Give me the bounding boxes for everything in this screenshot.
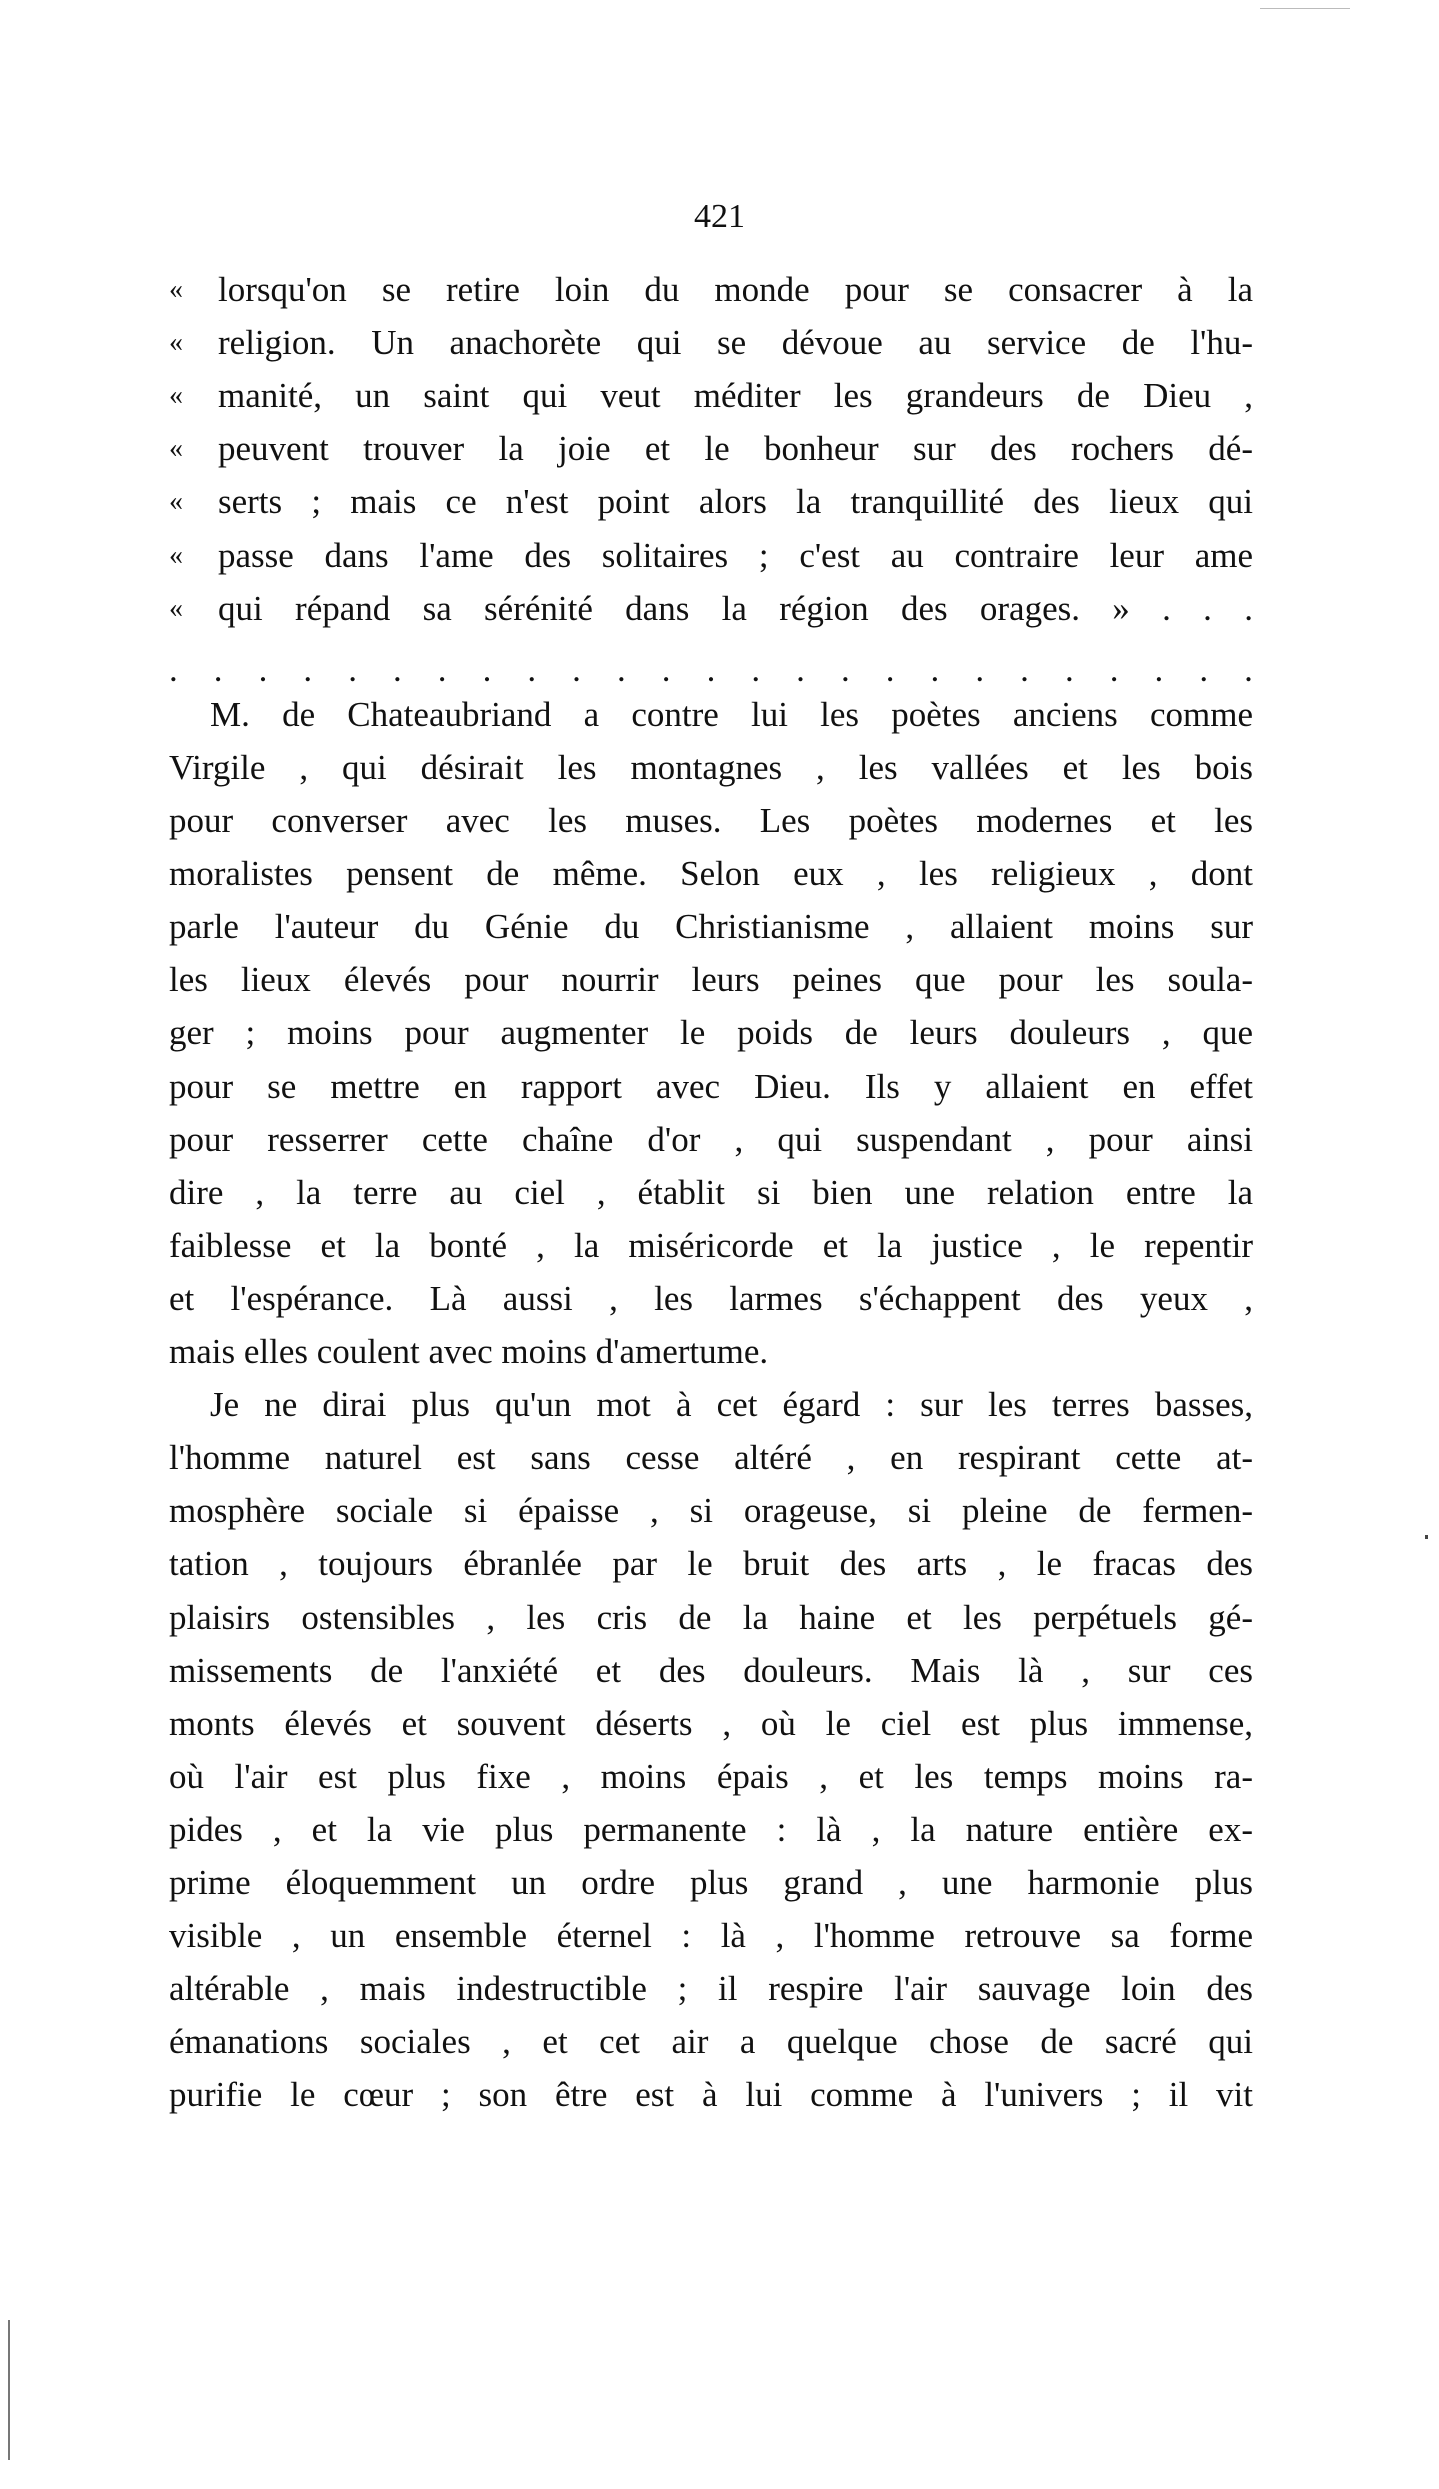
text-line: Virgile , qui désirait les montagnes , les vallées et les bois [169, 747, 1253, 787]
text-line: où l'air est plus fixe , moins épais , et les temps moins ra- [169, 1756, 1253, 1796]
text-line: missements de l'anxiété et des douleurs. Mais là , sur ces [169, 1650, 1253, 1690]
quote-line-text: religion. Un anachorète qui se dévoue au service de l'hu- [218, 323, 1253, 363]
text-line: tation , toujours ébranlée par le bruit des arts , le fracas des [169, 1544, 1253, 1584]
ellipsis-dot: . [1244, 649, 1253, 689]
text-line: pides , et la vie plus permanente : là , la nature entière ex- [169, 1809, 1253, 1849]
ellipsis-dot: . [258, 649, 268, 689]
ellipsis-dot: . [840, 649, 850, 689]
ellipsis-dot: . [796, 649, 805, 689]
scan-edge-mark [8, 2320, 10, 2460]
text-line: pour se mettre en rapport avec Dieu. Ils y allaient en effet [169, 1066, 1253, 1106]
text-line: faiblesse et la bonté , la miséricorde et la justice , le repentir [169, 1225, 1253, 1265]
ellipsis-dot: . [169, 649, 178, 689]
quote-mark: « [169, 327, 183, 359]
text-line: purifie le cœur ; son être est à lui comme à l'univers ; il vit [169, 2075, 1253, 2115]
quote-line [169, 582, 1253, 635]
ellipsis-dot: . [572, 649, 581, 689]
quote-line-text: passe dans l'ame des solitaires ; c'est au contraire leur ame [218, 535, 1253, 575]
ellipsis-dot: . [1064, 649, 1074, 689]
ellipsis-dot: . [661, 649, 671, 689]
quote-line-text: serts ; mais ce n'est point alors la tranquillité des lieux qui [218, 482, 1253, 522]
quote-line-text: peuvent trouver la joie et le bonheur sur des rochers dé- [218, 429, 1253, 469]
ellipsis-dot: . [975, 649, 985, 689]
quote-mark: « [169, 380, 183, 412]
quote-line [169, 475, 1253, 528]
quote-line [169, 369, 1253, 422]
ellipsis-dot: . [706, 649, 716, 689]
quote-line-text: lorsqu'on se retire loin du monde pour se consacrer à la [218, 270, 1253, 309]
ellipsis-dot: . [885, 649, 895, 689]
quote-mark: « [169, 433, 183, 465]
text-line: prime éloquemment un ordre plus grand , une harmonie plus [169, 1863, 1253, 1902]
text-line: parle l'auteur du Génie du Christianisme , allaient moins sur [169, 907, 1253, 947]
ellipsis-dot: . [1109, 649, 1119, 689]
ellipsis-dot: . [751, 649, 761, 689]
text-line: pour resserrer cette chaîne d'or , qui suspendant , pour ainsi [169, 1119, 1253, 1159]
page-number: 421 [694, 198, 745, 235]
quote-line [169, 529, 1253, 582]
text-line: et l'espérance. Là aussi , les larmes s'échappent des yeux , [169, 1278, 1253, 1318]
text-line: plaisirs ostensibles , les cris de la haine et les perpétuels gé- [169, 1597, 1253, 1637]
text-line: émanations sociales , et cet air a quelque chose de sacré qui [169, 2022, 1253, 2062]
ellipsis-dot: . [527, 649, 537, 689]
text-line: visible , un ensemble éternel : là , l'homme retrouve sa forme [169, 1916, 1253, 1956]
ellipsis-dot: . [482, 649, 492, 689]
ellipsis-dot: . [392, 649, 402, 689]
quote-line [169, 316, 1253, 369]
quote-mark: « [169, 539, 183, 571]
quote-mark: « [169, 274, 183, 305]
ellipsis-dot: . [348, 649, 357, 689]
text-line: ger ; moins pour augmenter le poids de leurs douleurs , que [169, 1013, 1253, 1053]
ellipsis-dot: . [1199, 649, 1209, 689]
ellipsis-dot: . [930, 649, 940, 689]
text-line: mais elles coulent avec moins d'amertume. [169, 1332, 769, 1371]
text-line: mosphère sociale si épaisse , si orageuse, si pleine de fermen- [169, 1491, 1253, 1531]
quote-line-text: manité, un saint qui veut méditer les grandeurs de Dieu , [218, 376, 1253, 416]
scan-dash [1260, 8, 1350, 9]
text-line: M. de Chateaubriand a contre lui les poètes anciens comme [210, 694, 1253, 734]
text-line: pour converser avec les muses. Les poètes modernes et les [169, 801, 1253, 840]
text-line: l'homme naturel est sans cesse altéré , en respirant cette at- [169, 1438, 1253, 1478]
ellipsis-dot: . [213, 649, 223, 689]
ellipsis-dot: . [303, 649, 313, 689]
ellipsis-dot: . [616, 649, 626, 689]
quote-mark: « [169, 592, 183, 624]
text-line: dire , la terre au ciel , établit si bien une relation entre la [169, 1172, 1253, 1212]
ellipsis-dot: . [437, 649, 447, 689]
quote-line [169, 422, 1253, 475]
text-line: moralistes pensent de même. Selon eux , les religieux , dont [169, 854, 1253, 894]
ellipsis-dot: . [1020, 649, 1029, 689]
text-line: altérable , mais indestructible ; il respire l'air sauvage loin des [169, 1969, 1253, 2009]
quote-mark: « [169, 486, 183, 518]
quote-line-text: qui répand sa sérénité dans la région des orages. » . . . [218, 588, 1253, 628]
quote-line [169, 263, 1253, 316]
ellipsis-line [169, 635, 1253, 696]
text-line: monts élevés et souvent déserts , où le ciel est plus immense, [169, 1703, 1253, 1743]
scan-speck [1425, 1535, 1428, 1539]
text-line: Je ne dirai plus qu'un mot à cet égard : sur les terres basses, [210, 1385, 1253, 1425]
text-line: les lieux élevés pour nourrir leurs peines que pour les soula- [169, 960, 1253, 1000]
ellipsis-dot: . [1154, 649, 1164, 689]
